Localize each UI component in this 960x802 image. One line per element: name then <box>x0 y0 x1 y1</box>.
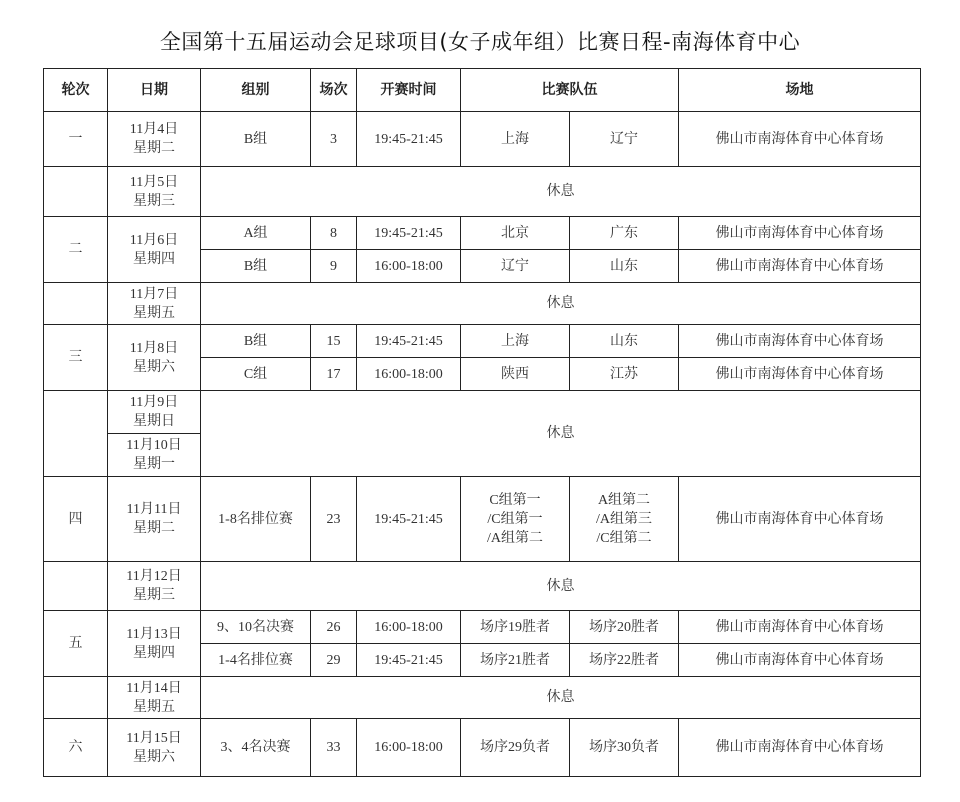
venue-cell: 佛山市南海体育中心体育场 <box>679 644 921 677</box>
team-b-cell: 山东 <box>570 250 679 283</box>
team-b-cell: 山东 <box>570 325 679 358</box>
team-a-cell: 场序19胜者 <box>461 611 570 644</box>
team-b-cell: 江苏 <box>570 358 679 391</box>
header-teams: 比赛队伍 <box>461 69 679 112</box>
venue-cell: 佛山市南海体育中心体育场 <box>679 112 921 167</box>
table-row <box>44 719 921 777</box>
match-cell: 8 <box>311 217 357 250</box>
group-cell: 3、4名决赛 <box>201 719 311 777</box>
rest-row <box>44 391 921 434</box>
time-cell: 16:00-18:00 <box>357 250 461 283</box>
page-title: 全国第十五届运动会足球项目(女子成年组）比赛日程-南海体育中心 <box>159 30 801 54</box>
date-cell: 11月8日 星期六 <box>108 325 201 391</box>
team-a-cell: C组第一 /C组第一 /A组第二 <box>461 477 570 562</box>
date-cell: 11月5日 星期三 <box>108 167 201 217</box>
team-a-cell: 上海 <box>461 325 570 358</box>
group-cell: C组 <box>201 358 311 391</box>
rest-row <box>44 283 921 325</box>
time-cell: 19:45-21:45 <box>357 112 461 167</box>
venue-cell: 佛山市南海体育中心体育场 <box>679 325 921 358</box>
date-cell: 11月11日 星期二 <box>108 477 201 562</box>
team-b-cell: 场序20胜者 <box>570 611 679 644</box>
venue-cell: 佛山市南海体育中心体育场 <box>679 477 921 562</box>
round-cell: 六 <box>44 719 108 777</box>
header-time: 开赛时间 <box>357 69 461 112</box>
header-round: 轮次 <box>44 69 108 112</box>
group-cell: A组 <box>201 217 311 250</box>
schedule-table <box>43 68 921 777</box>
rest-cell: 休息 <box>201 562 921 611</box>
round-cell <box>44 167 108 217</box>
header-venue: 场地 <box>679 69 921 112</box>
venue-cell: 佛山市南海体育中心体育场 <box>679 358 921 391</box>
round-cell: 一 <box>44 112 108 167</box>
group-cell: 1-4名排位赛 <box>201 644 311 677</box>
time-cell: 19:45-21:45 <box>357 217 461 250</box>
team-a-cell: 上海 <box>461 112 570 167</box>
table-row <box>44 611 921 644</box>
match-cell: 15 <box>311 325 357 358</box>
header-group: 组别 <box>201 69 311 112</box>
table-row <box>44 217 921 250</box>
team-a-cell: 北京 <box>461 217 570 250</box>
venue-cell: 佛山市南海体育中心体育场 <box>679 719 921 777</box>
round-cell: 三 <box>44 325 108 391</box>
team-b-cell: 广东 <box>570 217 679 250</box>
time-cell: 19:45-21:45 <box>357 477 461 562</box>
team-b-cell: 场序30负者 <box>570 719 679 777</box>
venue-cell: 佛山市南海体育中心体育场 <box>679 217 921 250</box>
rest-cell: 休息 <box>201 283 921 325</box>
round-cell: 五 <box>44 611 108 677</box>
team-a-cell: 辽宁 <box>461 250 570 283</box>
rest-cell: 休息 <box>201 677 921 719</box>
round-cell <box>44 562 108 611</box>
team-b-cell: 辽宁 <box>570 112 679 167</box>
team-b-cell: 场序22胜者 <box>570 644 679 677</box>
date-cell: 11月9日 星期日 <box>108 391 201 434</box>
team-a-cell: 场序29负者 <box>461 719 570 777</box>
date-cell: 11月6日 星期四 <box>108 217 201 283</box>
team-a-cell: 场序21胜者 <box>461 644 570 677</box>
match-cell: 26 <box>311 611 357 644</box>
match-cell: 29 <box>311 644 357 677</box>
time-cell: 16:00-18:00 <box>357 358 461 391</box>
header-row <box>44 69 921 112</box>
round-cell <box>44 677 108 719</box>
time-cell: 19:45-21:45 <box>357 644 461 677</box>
team-a-cell: 陕西 <box>461 358 570 391</box>
match-cell: 3 <box>311 112 357 167</box>
rest-cell: 休息 <box>201 391 921 477</box>
group-cell: B组 <box>201 325 311 358</box>
group-cell: 9、10名决赛 <box>201 611 311 644</box>
venue-cell: 佛山市南海体育中心体育场 <box>679 250 921 283</box>
group-cell: B组 <box>201 112 311 167</box>
round-cell: 二 <box>44 217 108 283</box>
table-row <box>44 477 921 562</box>
date-cell: 11月7日 星期五 <box>108 283 201 325</box>
rest-row <box>44 562 921 611</box>
team-b-cell: A组第二 /A组第三 /C组第二 <box>570 477 679 562</box>
match-cell: 17 <box>311 358 357 391</box>
date-cell: 11月12日 星期三 <box>108 562 201 611</box>
header-date: 日期 <box>108 69 201 112</box>
round-cell <box>44 391 108 477</box>
table-row <box>44 112 921 167</box>
rest-row <box>44 167 921 217</box>
group-cell: 1-8名排位赛 <box>201 477 311 562</box>
time-cell: 16:00-18:00 <box>357 719 461 777</box>
rest-cell: 休息 <box>201 167 921 217</box>
date-cell: 11月15日 星期六 <box>108 719 201 777</box>
table-row <box>44 325 921 358</box>
match-cell: 23 <box>311 477 357 562</box>
date-cell: 11月14日 星期五 <box>108 677 201 719</box>
round-cell: 四 <box>44 477 108 562</box>
match-cell: 9 <box>311 250 357 283</box>
rest-row <box>44 677 921 719</box>
group-cell: B组 <box>201 250 311 283</box>
date-cell: 11月10日 星期一 <box>108 434 201 477</box>
time-cell: 19:45-21:45 <box>357 325 461 358</box>
venue-cell: 佛山市南海体育中心体育场 <box>679 611 921 644</box>
date-cell: 11月4日 星期二 <box>108 112 201 167</box>
header-match: 场次 <box>311 69 357 112</box>
match-cell: 33 <box>311 719 357 777</box>
round-cell <box>44 283 108 325</box>
date-cell: 11月13日 星期四 <box>108 611 201 677</box>
time-cell: 16:00-18:00 <box>357 611 461 644</box>
